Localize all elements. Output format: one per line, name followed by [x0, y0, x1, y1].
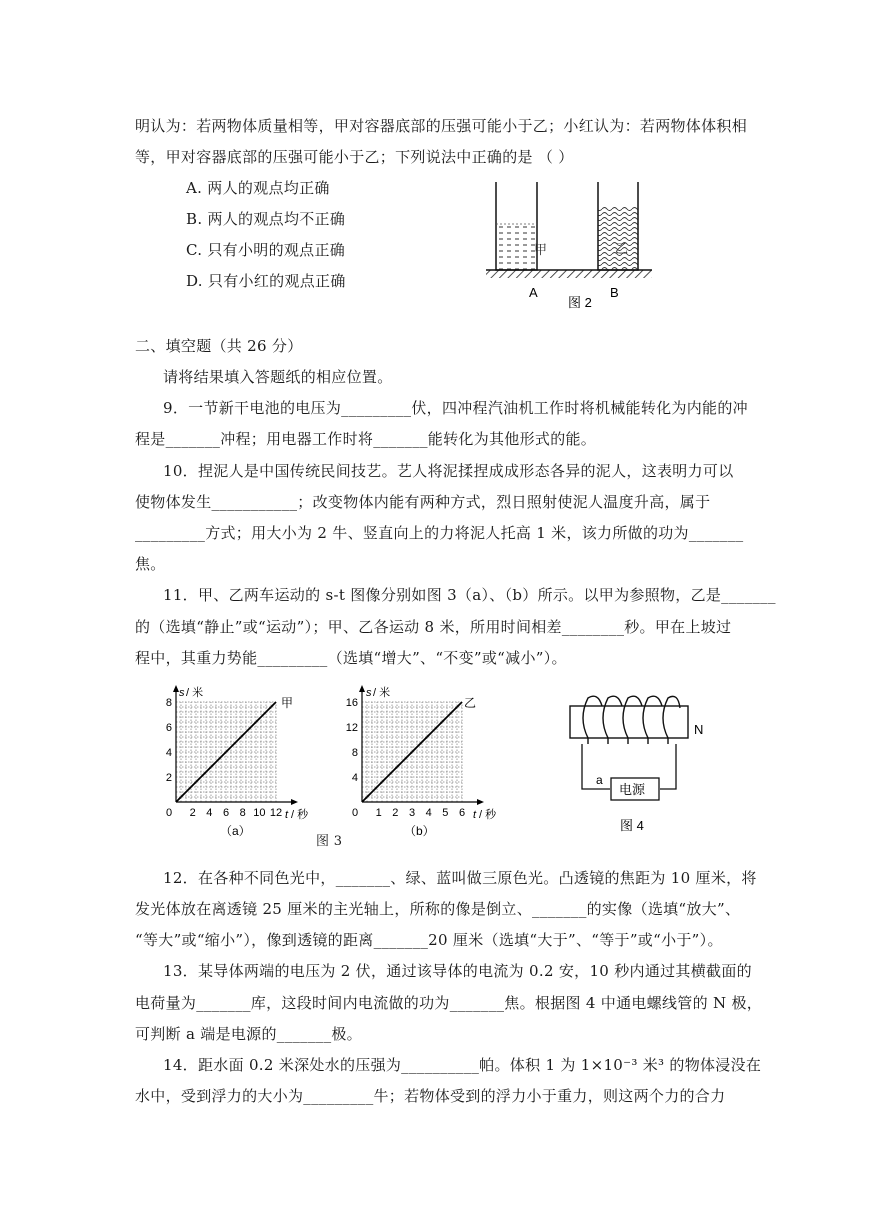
x-tick-label: 12: [269, 807, 283, 819]
q9-line-2: 程是_______冲程；用电器工作时将_______能转化为其他形式的能。: [135, 430, 597, 448]
q10-line-4: 焦。: [135, 555, 166, 573]
figure-4-solenoid-circuit: [560, 688, 720, 838]
y-tick-label: 6: [165, 722, 172, 734]
figure-3a-st-graph: [150, 682, 310, 842]
graph-b-t-unit: / 秒: [479, 809, 497, 821]
y-tick-label: 12: [345, 722, 358, 734]
liquid-a-label: 甲: [534, 242, 548, 257]
q9-line-1: 9．一节新干电池的电压为_________伏，四冲程汽油机工作时将机械能转化为内能的冲: [163, 399, 748, 417]
figure-2-caption: 图 2: [568, 295, 592, 310]
y-tick-label: 4: [165, 747, 172, 759]
q12-line-1: 12．在各种不同色光中，_______、绿、蓝叫做三原色光。凸透镜的焦距为 10 厘米，将: [163, 869, 757, 887]
graph-b-s-unit: / 米: [373, 687, 391, 699]
q11-line-3: 程中，其重力势能_________（选填“增大”、“不变”或“减小”）。: [135, 649, 567, 667]
x-tick-label: 2: [189, 807, 196, 819]
x-tick-label: 3: [408, 807, 416, 819]
x-tick-label: 5: [442, 807, 449, 819]
graph-a-t-label: t: [285, 809, 289, 821]
y-tick-label: 2: [165, 772, 172, 784]
liquid-a: [496, 224, 537, 270]
q8-line-1: 明认为：若两物体质量相等，甲对容器底部的压强可能小于乙；小红认为：若两物体体积相: [135, 117, 748, 135]
q8-option-b: B. 两人的观点均不正确: [186, 210, 346, 228]
graph-b-subcaption: （b）: [404, 824, 435, 838]
figure-3b-st-graph: [336, 682, 506, 842]
graph-b-origin: 0: [352, 807, 359, 819]
q8-option-d: D. 只有小红的观点正确: [186, 272, 346, 290]
container-b-label: B: [610, 285, 619, 300]
q10-line-2: 使物体发生___________；改变物体内能有两种方式，烈日照射使泥人温度升高，属于: [135, 493, 711, 511]
power-source-label: 电源: [619, 782, 646, 797]
q8-line-2: 等，甲对容器底部的压强可能小于乙；下列说法中正确的是 （ ）: [135, 148, 574, 166]
wire-right: [660, 744, 676, 789]
x-tick-label: 6: [222, 807, 230, 819]
q14-line-2: 水中，受到浮力的大小为_________牛；若物体受到的浮力小于重力，则这两个力的合力: [135, 1087, 726, 1105]
q8-option-c: C. 只有小明的观点正确: [186, 241, 346, 259]
q13-line-3: 可判断 a 端是电源的_______极。: [135, 1025, 362, 1043]
q10-line-1: 10．捏泥人是中国传统民间技艺。艺人将泥揉捏成成形态各异的泥人，这表明力可以: [163, 462, 734, 480]
liquid-b: [598, 207, 638, 270]
q13-line-1: 13．某导体两端的电压为 2 伏，通过该导体的电流为 0.2 安，10 秒内通过其横截面的: [163, 962, 752, 980]
graph-b-series-label: 乙: [464, 696, 477, 710]
solenoid-core: [570, 706, 688, 738]
liquid-b-label: 乙: [615, 241, 629, 256]
x-tick-label: 8: [239, 807, 246, 819]
graph-a-series-label: 甲: [281, 696, 294, 710]
ground-hatch: [486, 270, 652, 278]
section-2-title: 二、填空题（共 26 分）: [135, 337, 303, 355]
x-tick-label: 4: [425, 807, 432, 819]
q13-line-2: 电荷量为_______库，这段时间内电流做的功为_______焦。根据图 4 中通电螺线管的 N 极，: [135, 994, 763, 1012]
graph-a-subcaption: （a）: [220, 824, 251, 838]
x-tick-label: 4: [206, 807, 213, 819]
q8-option-a: A. 两人的观点均正确: [186, 179, 330, 197]
y-tick-label: 4: [351, 772, 358, 784]
section-2-instruction: 请将结果填入答题纸的相应位置。: [163, 368, 393, 386]
x-tick-label: 6: [458, 807, 466, 819]
q10-line-3: _________方式；用大小为 2 牛、竖直向上的力将泥人托高 1 米，该力所做的功为_______: [135, 524, 744, 542]
graph-b-s-label: s: [366, 687, 372, 699]
graph-a-s-label: s: [179, 687, 185, 699]
graph-a-t-unit: / 秒: [291, 809, 309, 821]
terminal-a-label: a: [596, 773, 603, 787]
q12-line-3: “等大”或“缩小”），像到透镜的距离_______20 厘米（选填“大于”、“等于”或“小于”）。: [135, 931, 723, 949]
graph-b-t-label: t: [473, 809, 477, 821]
graph-a-s-unit: / 米: [186, 687, 204, 699]
x-tick-label: 2: [392, 807, 399, 819]
container-a-label: A: [529, 285, 538, 300]
y-tick-label: 8: [165, 697, 172, 709]
x-tick-label: 1: [375, 807, 382, 819]
figure-4-caption: 图 4: [620, 818, 644, 833]
solenoid-n-pole-label: N: [694, 722, 704, 737]
graph-a-origin: 0: [166, 807, 173, 819]
figure-2-containers: [482, 176, 657, 316]
y-tick-label: 8: [351, 747, 358, 759]
q11-line-1: 11．甲、乙两车运动的 s-t 图像分别如图 3（a）、（b）所示。以甲为参照物，乙是_______: [163, 586, 776, 604]
q14-line-1: 14．距水面 0.2 米深处水的压强为__________帕。体积 1 为 1×10⁻³ 米³ 的物体浸没在: [163, 1056, 762, 1074]
x-tick-label: 10: [253, 807, 266, 819]
figure-3-caption: 图 3: [316, 834, 343, 849]
q11-line-2: 的（选填“静止”或“运动”）；甲、乙各运动 8 米，所用时间相差________秒。甲在上坡过: [135, 618, 732, 636]
q12-line-2: 发光体放在离透镜 25 厘米的主光轴上，所称的像是倒立、_______的实像（选填“放大”、: [135, 900, 741, 918]
y-tick-label: 16: [345, 697, 358, 709]
